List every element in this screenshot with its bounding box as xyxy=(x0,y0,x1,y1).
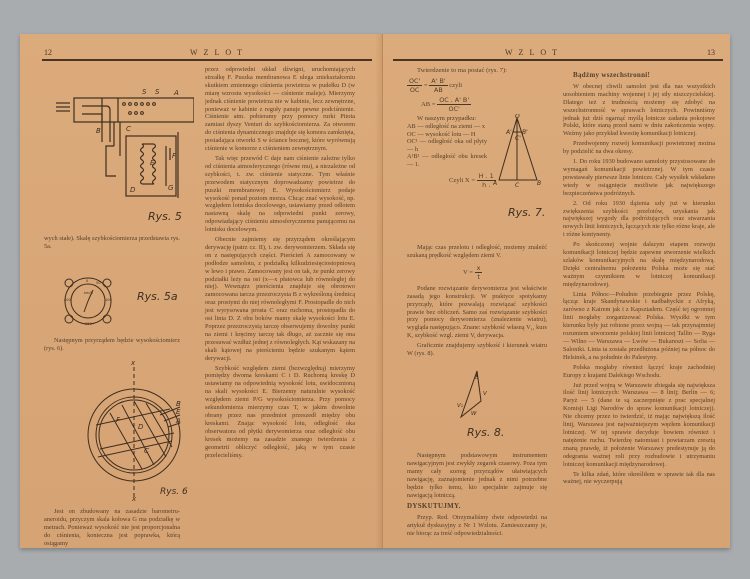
svg-text:B: B xyxy=(176,400,181,408)
right-col2 xyxy=(563,68,715,488)
paragraph: Podane rozwiązanie derywomierza jest właściwie zasadą jego konstrukcji. W praktyce spotykamy przyrządy, które pozwalają rozwiązać szybkości prawie bez obliczeń. Samo zaś rozwiązanie szybkości przy pomocy derywomierza (znalezienie wiatru), wygląda następująco. Znane: szybkość własną V₁, kurs K, szybkość wzgl. ziemi V, derywacja. xyxy=(407,284,547,340)
figure-6-caption: Rys. 6 xyxy=(160,487,188,497)
paragraph: Te kilka zdań, które określiłem w sprawie tak dla nas ważnej, nie wyczerpują xyxy=(563,470,715,486)
formula-ab: AB = $\frac{OC . A' B'}{OC'}$ xyxy=(421,96,470,113)
definition-item: OC — wysokość lotu — H xyxy=(407,130,476,138)
svg-text:O: O xyxy=(515,114,520,120)
figure-6-drift-meter xyxy=(76,357,186,502)
svg-text:C: C xyxy=(144,447,149,455)
magazine-spread xyxy=(20,34,730,548)
paragraph: Jest on zbudowany na zasadzie barometru-aneroidu, przyczym skala kołowa G ma podziałkę w metrach. Ponieważ wysokość nie jest proporcjonalna do ciśnienia, konieczna jest poprawka, którą osiągamy xyxy=(44,508,180,547)
svg-text:km/h: km/h xyxy=(84,291,93,295)
paragraph: Polska mogłaby również łączyć kraje zachodniej Europy z krajami Dalekiego Wschodu. xyxy=(563,363,715,379)
svg-text:A': A' xyxy=(506,129,512,136)
paragraph: Następnym przyrządem będzie wysokościomierz (rys. 6). xyxy=(44,337,180,352)
figure-5a-caption: Rys. 5a xyxy=(137,290,178,303)
paragraph: Następnym podstawowym instrumentem nawigacyjnym jest zwykły zegarek czasowy. Poza tym mamy cały szereg przyrządów ułatwiających nawigację, zaznajomienie jednak z nimi potrzebne będzie tylko temu, kto specjalnie zajmuje się nawigacją lotniczą. xyxy=(407,452,547,499)
figure-5-airspeed-diagram xyxy=(54,86,194,201)
svg-text:A: A xyxy=(493,180,498,187)
svg-text:x: x xyxy=(132,495,137,502)
svg-text:50: 50 xyxy=(96,281,101,285)
left-col1-mid xyxy=(44,337,180,355)
header-rule-left xyxy=(42,59,372,61)
paragraph: Przedwojenny rozwój komunikacji powietrznej można by podzielić na dwa okresy. xyxy=(563,140,715,156)
left-page xyxy=(20,34,383,548)
svg-text:C': C' xyxy=(515,135,521,142)
left-col1-bottom xyxy=(44,508,180,550)
figure-5a-speed-dial xyxy=(58,274,118,329)
svg-text:D: D xyxy=(130,186,136,194)
svg-text:E: E xyxy=(176,408,181,416)
svg-text:δ: δ xyxy=(475,375,479,381)
svg-text:100: 100 xyxy=(105,298,112,302)
definitions-list xyxy=(407,123,487,169)
paragraph: W obecnej chwili samolot jest dla nas wszystkich uosobieniem machiny wojennej i jej siły niszczycielskiej. Dlatego też z trudnością możemy się zdobyć na wszechstronność w sprawach lotniczych. Powinniśmy jednak już dziś ogarnąć myślą lotnicze zadania pokojowe Polski, które staną przed nami w dniu zakończenia wojny. Weźmy jako przykład kwestię komunikacji lotniczej. xyxy=(563,82,715,138)
article-heading: Bądźmy wszechstronni! xyxy=(573,71,651,79)
svg-text:B': B' xyxy=(522,129,528,136)
in-our-case: W naszym przypadku: xyxy=(417,115,477,122)
svg-text:G: G xyxy=(168,184,174,192)
svg-text:F: F xyxy=(172,152,177,160)
figure-7-triangle xyxy=(493,114,543,189)
formula-ratio: $\frac{OC'}{OC}$ = $\frac{A' B'}{AB}$ czyli xyxy=(409,77,463,94)
figure-7-caption: Rys. 7. xyxy=(508,206,546,219)
svg-text:250: 250 xyxy=(85,322,92,326)
svg-text:x: x xyxy=(131,359,136,367)
right-page xyxy=(383,34,730,548)
page-number-left: 12 xyxy=(44,48,52,57)
running-head-left: WZLOT xyxy=(190,48,248,57)
paragraph: Już przed wojną w Warszawie zbiegała się największa ilość linij lotniczych: Warszawa — 8 linij; Berlin — 6; Paryż — 5 (dane te są zaczerpnięte z prac specjalnej Komisji Ligi Narodów do spraw komunikacji lotniczej). Nie chcemy przez to twierdzić, iż mając największą ilość linij, Warszawa jest najważniejszym węzłem komunikacji lotniczej. W tej sprawie decyduje bowiem również i natężenie ruchu. Twierdzę natomiast i powtarzam zresztą znaną prawdę, iż położenie Warszawy predestynuje ją do odegrania ważnej roli przy rozbudowie i utrzymaniu lotniczej komunikacji międzynarodowej. xyxy=(563,381,715,468)
definition-item: A¹B¹ — odległość obu kresek — 1. xyxy=(407,153,487,168)
paragraph: Przyp. Red. Otrzymaliśmy dwie odpowiedzi na artykuł dyskusyjny z Nr 1 Wzlotu. Zamieszczamy je, nie biorąc za treść odpowiedzialności. xyxy=(407,514,547,538)
section-heading-dyskutujmy: DYSKUTUJMY. xyxy=(407,502,461,511)
paragraph: przez odpowiedni układ dźwigni, uruchomiających strzałkę F. Puszka membranowa E ulega zniekształceniu skutkiem zmiennego ciśnienia powietrza w pudełku D (w miarę wzrostu wysokości — ciśnienie maleje). Mierzymy jednak ciśnienie powietrza nie w kabinie, lecz zewnętrzne, ponieważ w kabinie z reguły panuje pewne podciśnienie. Ciśnienie atm. pobieramy przy pomocy rurki Pitota zamiast dyszy Venturi do szybkościomierza. Za otworem do ciśnienia dynamicznego znajduje się komora zamknięta, posiadająca otworki S w ściance bocznej, które wyrównują ciśnienie w komorze z ciśnieniem zewnętrznym. xyxy=(205,66,355,153)
paragraph: Mając czas przelotu i odległość, możemy znaleźć szukaną prędkość względem ziemi V. xyxy=(407,244,547,259)
right-col1-bottom xyxy=(407,452,547,540)
theorem-intro: Twierdzenie to ma postać (rys. 7): xyxy=(417,67,507,74)
svg-text:0: 0 xyxy=(86,279,89,283)
formula-v: V = $\frac{x}{t}$ xyxy=(463,263,481,281)
svg-text:V: V xyxy=(483,391,487,397)
paragraph: Graficznie znajdujemy szybkość i kierunek wiatru W (rys. 8). xyxy=(407,342,547,358)
paragraph: 1. Do roku 1930 budowano samoloty przystosowane do wymagań komunikacji powietrznej. W tym czasie powstawały pierwsze linie lotnicze. Cały wysiłek wkładano wtedy w osiągnięcie możliwie jak największego bezpieczeństwa podróżnych. xyxy=(563,158,715,197)
paragraph: Linia Północ—Południe przebiegnie przez Polskę, łącząc kraje Skandynawskie i nadbałtyckie z Afryką, zarówno z Kairem jak i z Kapsztadem. Część tej ogromnej linii mogłaby zorganizować Polska. Wysiłki w tym kierunku były już robione przez wojną — tak przynajmniej rozumiem utworzenie polskiej linii lotniczej Tallin — Ryga — Wilno — Warszawa — Lwów — Bukareszt — Sofia — Saloniki. Linia ta została przedłużona później na północ do Helsinek, a na południe do Palestyny. xyxy=(563,290,715,361)
left-col1-top xyxy=(44,235,180,253)
svg-text:A: A xyxy=(176,417,181,425)
svg-text:V₁: V₁ xyxy=(457,403,463,409)
paragraph: Po skończonej wojnie dalszym etapem rozwoju komunikacji lotniczej będzie zapewne stworzenie wielkich szlaków komunikacyjnych na skalę międzynarodową. Dzięki centralnemu położeniu Polska może się stać ważnym czynnikiem w lotniczej komunikacji międzynarodowej. xyxy=(563,241,715,288)
running-head-right: WZLOT xyxy=(505,48,563,57)
svg-text:400: 400 xyxy=(64,298,71,302)
right-col1-mid xyxy=(407,244,547,360)
left-col2 xyxy=(205,66,355,461)
paragraph: Szybkość względem ziemi (bezwzględną) mierzymy pomiędzy dwoma kreskami C i D. Ruchomą kreskę D ustawiamy na odpowiednią wysokość lotu, uwidocznioną na skali wysokości E. Bierzemy naturalnie wysokość względem ziemi P/G wysokościomierza. Przy pomocy sekundomierza mierzymy czas T, w jakim dowolnie obrany przez nas przedmiot przeszedł między obu kreskami. Znając wysokość lotu, odległość oka obserwatora od płytki derywomierza oraz odległość obu kresek możemy na zasadzie znanego twierdzenia z geometrii obliczyć odległość, jaką w tym czasie przelecieliśmy. xyxy=(205,364,355,459)
svg-text:C: C xyxy=(126,125,131,133)
figure-8-caption: Rys. 8. xyxy=(467,426,505,439)
svg-text:D: D xyxy=(138,423,144,431)
definition-item: AB — odległość na ziemi — x xyxy=(407,123,485,130)
header-rule-right xyxy=(393,59,723,61)
svg-text:C: C xyxy=(515,182,520,189)
svg-text:W: W xyxy=(471,411,477,417)
svg-text:B: B xyxy=(96,127,101,135)
page-number-right: 13 xyxy=(707,48,715,57)
svg-text:A: A xyxy=(174,89,179,97)
svg-text:S: S xyxy=(155,88,160,96)
figure-5-caption: Rys. 5 xyxy=(148,210,182,223)
definition-item: OC¹ — odległość oka od płyty — h xyxy=(407,138,487,153)
paragraph: wych stałe). Skalę szybkościomierza przedstawia rys. 5a. xyxy=(44,235,180,250)
svg-text:F: F xyxy=(116,416,121,424)
svg-text:E: E xyxy=(150,159,155,167)
paragraph: Obecnie zajmiemy się przyrządem określającym derywację (patrz cz. II), t. zw. derywomierzem. Składa się on z następujących części. Pierścień A zamocowany w podłodze samolotu, z podziałką kilkudziesięciostopniową w lewo i prawo. Zamocowany jest on tak, że punkt zerowy podziałki leży na osi (x—x płatowca lub równoległej do niej). Wewnątrz pierścienia znajduje się obrotowo zamocowana tarcza przezroczysta B z wykreśloną średnicą oraz prostymi do niej równoległymi F. Prostopadle do nich jest wyrysowana prosta C oraz ruchoma, prostopadła do osi linia D. Z obu boków mamy skalę wysokości lotu E. Poprzez przezroczystą tarczę obserwujemy dowolny punkt na ziemi i kręcimy tarczę tak długo, aż zacznie się ona przesuwać wzdłuż jednej z równoległych. Kąt wskazany na skali kątowej na pierścieniu będzie szukanym kątem derywacji. xyxy=(205,236,356,362)
paragraph: Tak więc przewód C daje nam ciśnienie zależne tylko od ciśnienia atmosferycznego (równe mu), a niezależne od szybkości, t. zw. ciśnienie statyczne. Tym właśnie przewodem statycznym doprowadzamy powietrze do puszki membranowej E. Wysokościomierz podaje wysokość ponad poziom morza. Chcąc znać wysokość, np. względem lotniska docelowego, ustawiamy przed odlotem nastawną skalę na odpowiedni punkt zerowy, odpowiadający ciśnieniu atmosferycznemu panującemu na lotnisku docelowym. xyxy=(205,154,355,234)
formula-x: Czyli X = $\frac{H . 1}{h .}$ xyxy=(449,171,494,189)
figure-8-wind-triangle xyxy=(451,369,501,424)
paragraph: 2. Od roku 1930 dążenia szły już w kierunku zwiększenia szybkości przelotów, uzyskania jak największej wygody dla podróżujących oraz stwarzania nowych linii lotniczych, łączących nie tylko różne kraje, ale i różne kontynenty. xyxy=(563,199,715,239)
svg-text:B: B xyxy=(537,180,542,187)
svg-text:S: S xyxy=(142,88,147,96)
